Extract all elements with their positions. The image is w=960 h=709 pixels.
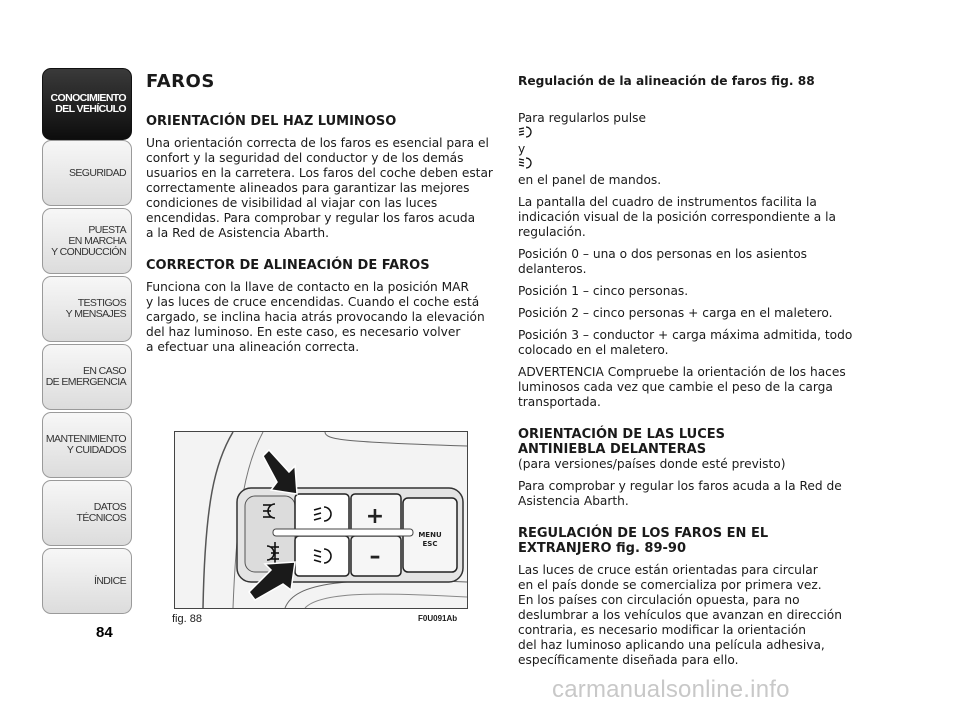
headlight-up-icon bbox=[518, 126, 532, 138]
paragraph-orientacion: Una orientación correcta de los faros es esencial para el confort y la seguridad del conductor y de los demás usuarios en la carretera. Los faros del coche deben estar correctamente alineados para garantizar las mejores condiciones de visibilidad al viajar con las luces encendidas. Para comprobar y regular los faros acuda a la Red de Asistencia Abarth. bbox=[146, 136, 493, 240]
page-title: FAROS bbox=[146, 71, 215, 92]
paragraph-posicion-3: Posición 3 – conductor + carga máxima admitida, todo colocado en el maletero. bbox=[518, 328, 853, 357]
heading-extranjero: REGULACIÓN DE LOS FAROS EN EL EXTRANJERO fig. 89-90 bbox=[518, 526, 769, 556]
right-column bbox=[518, 74, 878, 675]
watermark: carmanualsonline.info bbox=[552, 676, 790, 703]
tab-mantenimiento[interactable]: MANTENIMIENTO Y CUIDADOS bbox=[42, 412, 132, 478]
heading-corrector: CORRECTOR DE ALINEACIÓN DE FAROS bbox=[146, 258, 430, 273]
text-pulse: Para regularlos pulse bbox=[518, 111, 646, 125]
paragraph-advertencia: ADVERTENCIA Compruebe la orientación de los haces luminosos cada vez que cambie el peso de la carga transportada. bbox=[518, 365, 846, 409]
paragraph-corrector: Funciona con la llave de contacto en la posición MAR y las luces de cruce encendidas. Cuando el coche está cargado, se inclina hacia atrás provocando la elevación del haz luminoso. En este caso, es necesario volver a efectuar una alineación correcta. bbox=[146, 280, 485, 354]
headlight-down-button bbox=[295, 536, 349, 576]
paragraph-red-asistencia: Para comprobar y regular los faros acuda a la Red de Asistencia Abarth. bbox=[518, 479, 842, 508]
paragraph-posicion-0: Posición 0 – una o dos personas en los asientos delanteros. bbox=[518, 247, 808, 276]
tab-puesta-en-marcha[interactable]: PUESTA EN MARCHA Y CONDUCCIÓN bbox=[42, 208, 132, 274]
tab-datos-tecnicos[interactable]: DATOS TÉCNICOS bbox=[42, 480, 132, 546]
paragraph-extranjero: Las luces de cruce están orientadas para circular en el país donde se comercializa por primera vez. En los países con circulación opuesta, para no deslumbrar a los vehículos que avanzan en dirección contraria, es necesario modificar la orientación del haz luminoso aplicando una película adhesiva, específicamente diseñada para ello. bbox=[518, 563, 842, 667]
figure-code: F0U091Ab bbox=[418, 614, 458, 623]
heading-regulacion: Regulación de la alineación de faros fig. 88 bbox=[518, 74, 815, 88]
menu-label: MENU bbox=[418, 531, 442, 539]
paragraph-pantalla: La pantalla del cuadro de instrumentos facilita la indicación visual de la posición correspondiente a la regulación. bbox=[518, 195, 837, 239]
heading-antiniebla: ORIENTACIÓN DE LAS LUCES ANTINIEBLA DELANTERAS bbox=[518, 427, 726, 457]
control-panel-illustration bbox=[175, 432, 467, 608]
figure-headlight-controls bbox=[174, 431, 468, 609]
headlight-down-icon bbox=[518, 157, 532, 169]
tab-indice[interactable]: ÍNDICE bbox=[42, 548, 132, 614]
plus-label: + bbox=[365, 504, 385, 529]
minus-label: – bbox=[369, 544, 381, 569]
tab-conocimiento-del-vehiculo[interactable]: CONOCIMIENTO DEL VEHÍCULO bbox=[42, 68, 132, 140]
section-sidebar bbox=[42, 68, 132, 616]
headlight-up-button bbox=[295, 494, 349, 534]
paragraph-posicion-1: Posición 1 – cinco personas. bbox=[518, 284, 689, 298]
paragraph-regulacion bbox=[518, 96, 878, 188]
paragraph-posicion-2: Posición 2 – cinco personas + carga en el maletero. bbox=[518, 306, 833, 320]
tab-testigos-y-mensajes[interactable]: TESTIGOS Y MENSAJES bbox=[42, 276, 132, 342]
page-number: 84 bbox=[96, 624, 113, 641]
paragraph-versiones: (para versiones/países donde esté previsto) bbox=[518, 457, 786, 471]
heading-orientacion-haz: ORIENTACIÓN DEL HAZ LUMINOSO bbox=[146, 114, 397, 129]
esc-label: ESC bbox=[422, 540, 438, 548]
tab-en-caso-de-emergencia[interactable]: EN CASO DE EMERGENCIA bbox=[42, 344, 132, 410]
tab-seguridad[interactable]: SEGURIDAD bbox=[42, 140, 132, 206]
left-column bbox=[146, 72, 502, 362]
text-panel: en el panel de mandos. bbox=[518, 173, 662, 187]
figure-caption: fig. 88 bbox=[172, 613, 202, 625]
text-y: y bbox=[518, 142, 526, 156]
